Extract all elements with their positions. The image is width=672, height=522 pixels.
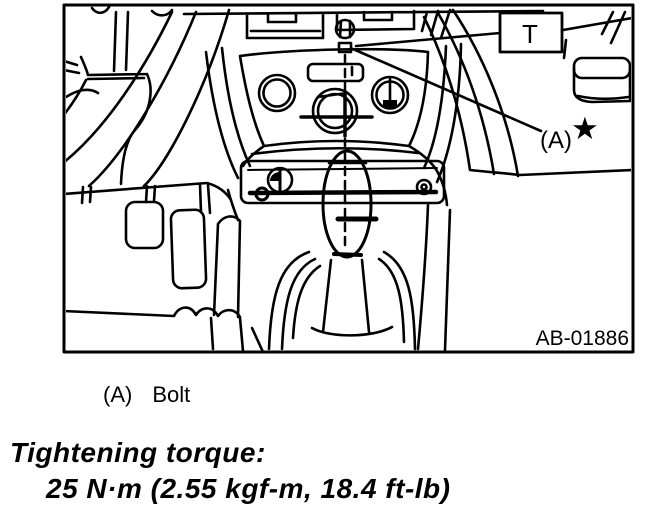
door-handle	[574, 58, 630, 78]
torque-callout-box	[500, 13, 562, 52]
center-console	[241, 161, 444, 203]
bolt-icon	[336, 20, 354, 52]
t-label: T	[522, 19, 538, 49]
figure-id: AB-01886	[535, 327, 629, 350]
caption-key: (A)	[103, 382, 133, 407]
star-icon: ★	[571, 111, 599, 146]
pedals	[126, 202, 206, 289]
climate-control-knobs	[259, 75, 408, 136]
steering-wheel-lines	[63, 7, 229, 186]
torque-spec-value: 25 N·m (2.55 kgf-m, 18.4 ft-lb)	[46, 473, 451, 504]
torque-spec-title: Tightening torque:	[10, 437, 266, 468]
caption-text: Bolt	[152, 382, 191, 407]
bolt-callout-label: (A)	[540, 127, 572, 154]
display-slot	[308, 64, 363, 81]
dashboard-line-art	[63, 7, 632, 352]
figure-caption	[103, 382, 190, 408]
